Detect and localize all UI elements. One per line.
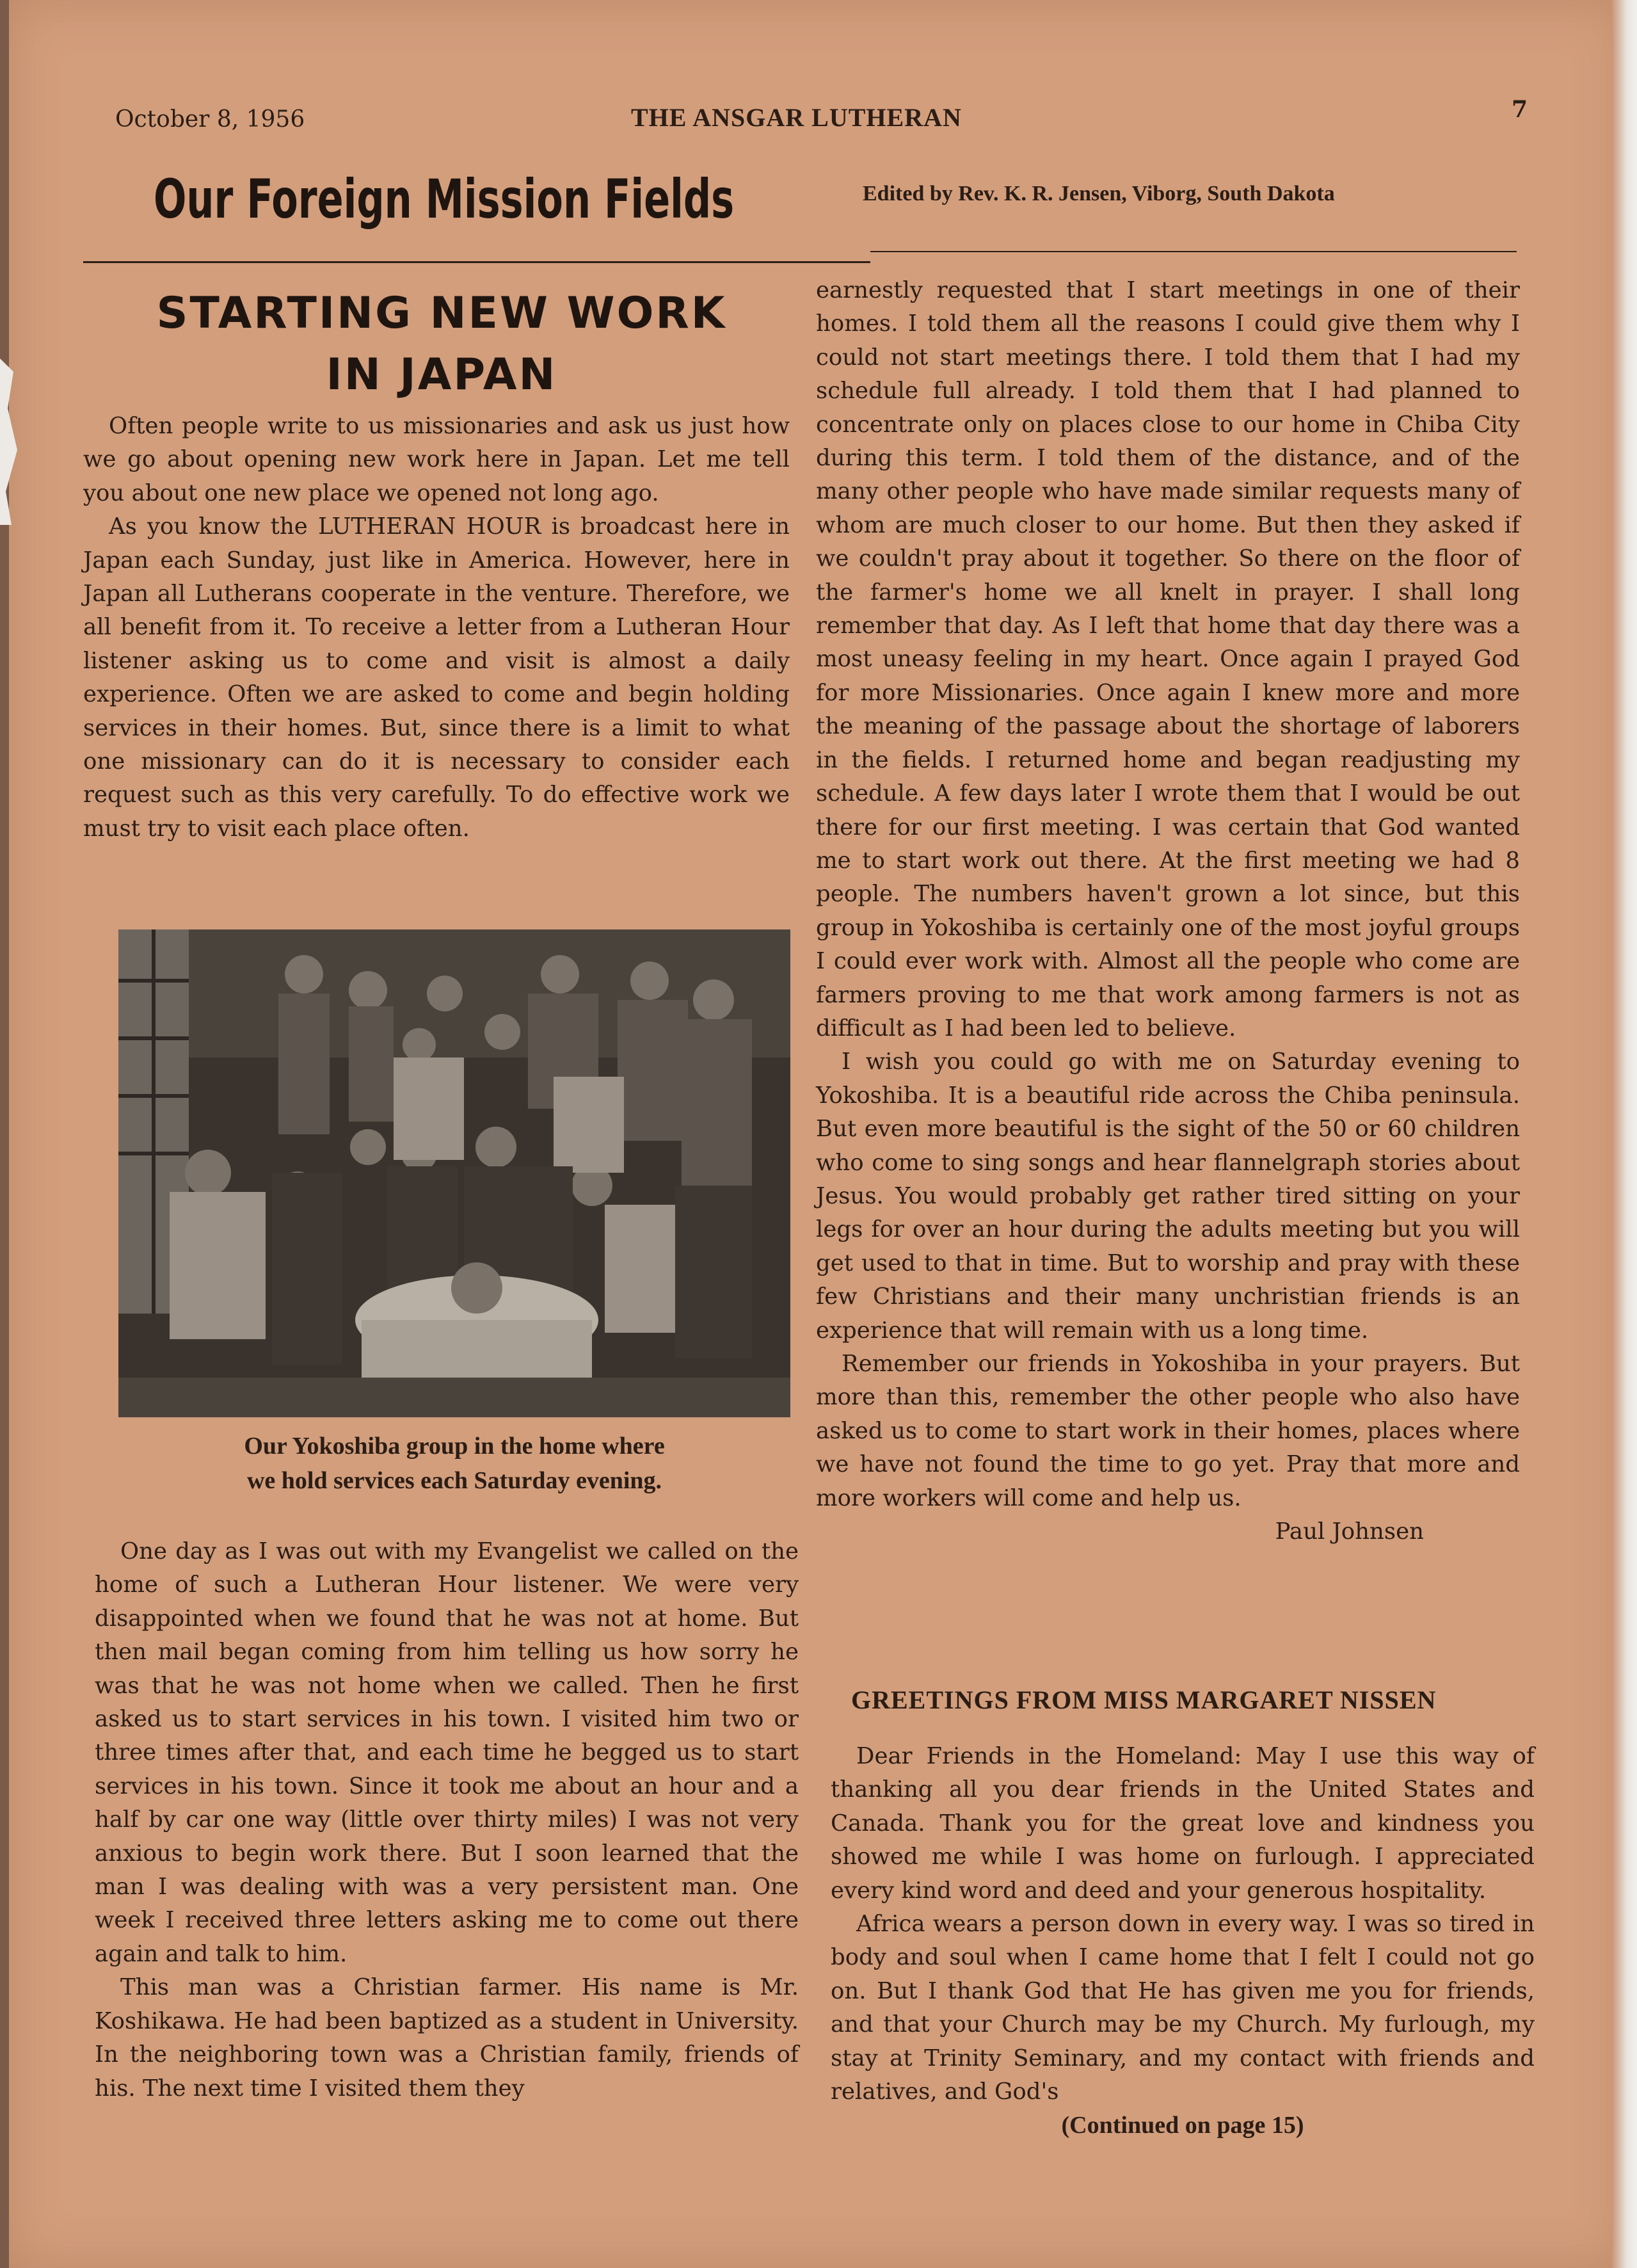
paragraph: One day as I was out with my Evangelist we called on the home of such a Lutheran Hour listener. We were very disappointed when we found that he was not at home. But then mail began coming from him telling us how sorry he was that he was not home when we called. Then he first asked us to start services in his town. I visited him two or three times after that, and each time he begged us to start services in his town. Since it took me about an hour and a half by car one way (little over thirty miles) I was not very anxious to begin work there. But I soon learned that the man I was dealing with was a very persistent man. One week I received three letters asking me to come out there again and talk to him. — [95, 1538, 799, 1967]
paragraph: Dear Friends in the Homeland: May I use this way of thanking all you dear friends in the United States and Canada. Thank you for the great love and kindness you showed me while I was home on furlough. I appreciated every kind word and deed and your generous hospitality. — [831, 1743, 1535, 1904]
page-number: 7 — [1512, 96, 1528, 123]
paragraph: Africa wears a person down in every way. I was so tired in body and soul when I came home that I felt I could not go on. But I thank God that He has given me you for friends, and that your Church may be my Church. My furlough, my stay at Trinity Seminary, and my contact with friends and relatives, and God's — [831, 1911, 1535, 2105]
paragraph: earnestly requested that I start meetings in one of their homes. I told them all the reasons I could give them why I could not start meetings there. I told them that I had my schedule full already. I told them that I had planned to concentrate only on places close to our home in Chiba City during this term. I told them of the distance, and of the many other people who have made similar requests many of whom are much closer to our home. But then they asked if we couldn't pray about it together. So there on the floor of the farmer's home we all knelt in prayer. I shall long remember that day. As I left that home that day there was a most uneasy feeling in my heart. Once again I prayed God for more Missionaries. Once again I knew more and more the meaning of the passage about the shortage of laborers in the fields. I returned home and began readjusting my schedule. A few days later I wrote them that I would be out there for our first meeting. I was certain that God wanted me to start work out there. At the first meeting we had 8 people. The numbers haven't grown a lot since, but this group in Yokoshiba is certainly one of the most joyful groups I could ever work with. Almost all the people who come are farmers proving to me that work among farmers is not as difficult as I had been led to believe. — [816, 277, 1520, 1042]
header-rule-right — [870, 251, 1517, 252]
photo-caption-line-2: we hold services each Saturday evening. — [246, 1467, 662, 1494]
greetings-column — [831, 1740, 1535, 2143]
headline-line-2: IN JAPAN — [326, 350, 557, 400]
headline-line-1: STARTING NEW WORK — [156, 288, 727, 339]
paragraph: This man was a Christian farmer. His name is Mr. Koshikawa. He had been baptized as a student in University. In the neighboring town was a Christian family, friends of his. The next time I visited them they — [95, 1974, 799, 2102]
article-column-left-bottom — [95, 1535, 799, 2105]
article-column-left-top — [83, 410, 790, 846]
article-headline — [90, 283, 794, 406]
photo-caption-line-1: Our Yokoshiba group in the home where — [244, 1433, 665, 1460]
paragraph: As you know the LUTHERAN HOUR is broadcast here in Japan each Sunday, just like in America. However, here in Japan all Lutherans cooperate in the venture. Therefore, we all benefit from it. To receive a letter from a Lutheran Hour listener asking us to come and visit is almost a daily experience. Often we are asked to come and begin holding services in their homes. But, since there is a limit to what one missionary can do it is necessary to consider each request such as this very carefully. To do effective work we must try to visit each place often. — [83, 513, 790, 842]
publication-name: THE ANSGAR LUTHERAN — [631, 103, 962, 132]
header-rule-left — [83, 261, 870, 263]
greetings-headline: GREETINGS FROM MISS MARGARET NISSEN — [851, 1685, 1437, 1714]
group-photo — [118, 929, 790, 1417]
paragraph: Remember our friends in Yokoshiba in your prayers. But more than this, remember the other people who also have asked us to come to start work in their homes, places where we have not found the time to go yet. Pray that more and more workers will come and help us. — [816, 1351, 1520, 1511]
group-photo-image — [118, 929, 790, 1417]
section-editor: Edited by Rev. K. R. Jensen, Viborg, South Dakota — [863, 182, 1335, 205]
author-signature: Paul Johnsen — [1275, 1518, 1424, 1545]
issue-date: October 8, 1956 — [115, 106, 305, 133]
page-edge — [1611, 0, 1637, 2268]
continued-note: (Continued on page 15) — [1061, 2112, 1304, 2139]
paragraph: Often people write to us missionaries and ask us just how we go about opening new work here in Japan. Let me tell you about one new place we opened not long ago. — [83, 413, 790, 506]
section-title: Our Foreign Mission Fields — [154, 168, 735, 230]
paragraph: I wish you could go with me on Saturday evening to Yokoshiba. It is a beautiful ride across the Chiba peninsula. But even more beautiful is the sight of the 50 or 60 children who come to sing songs and hear flannelgraph stories about Jesus. You would probably get rather tired sitting on your legs for over an hour during the adults meeting but you will get used to that in time. But to worship and pray with these few Christians and their many unchristian friends is an experience that will remain with us a long time. — [816, 1049, 1520, 1344]
photo-caption — [118, 1429, 790, 1498]
article-column-right — [816, 274, 1520, 1548]
